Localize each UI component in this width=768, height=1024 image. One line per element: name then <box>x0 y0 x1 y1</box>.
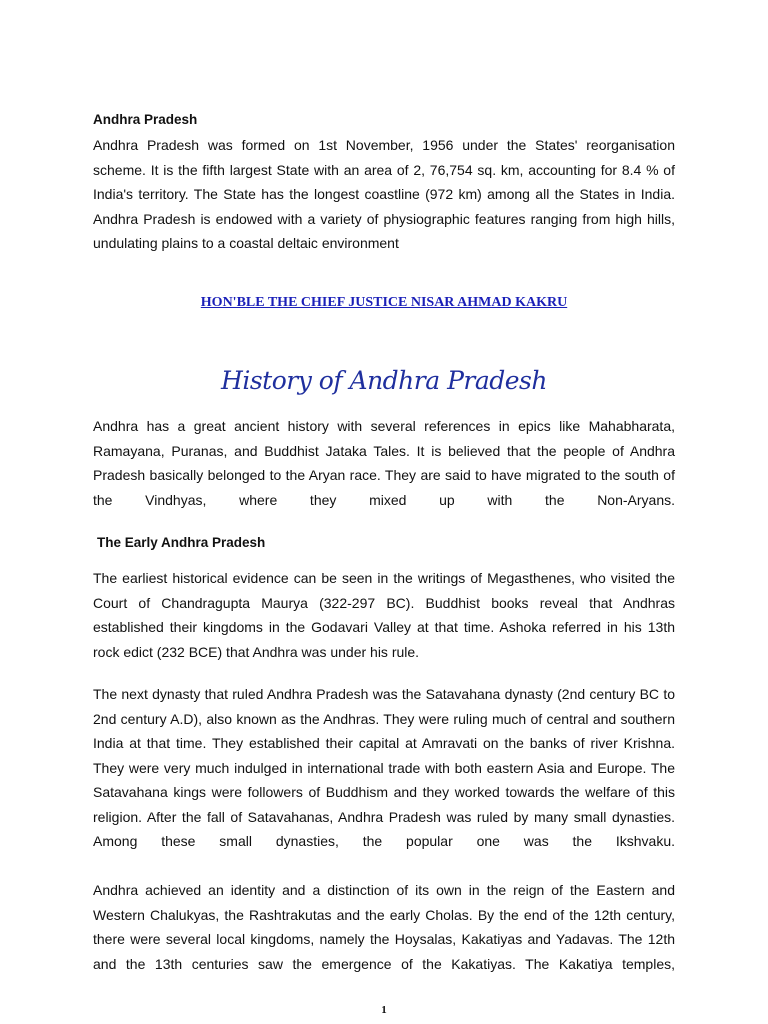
section-heading-early-andhra: The Early Andhra Pradesh <box>97 535 266 550</box>
chief-justice-link[interactable]: HON'BLE THE CHIEF JUSTICE NISAR AHMAD KAKRU <box>200 295 568 310</box>
paragraph-intro: Andhra has a great ancient history with several references in epics like Mahabharata, Ramayana, Puranas, and Buddhist Jataka Tales. It is believed that the people of Andhra Pradesh basically belonged to the Aryan race. They are said to have migrated to the south of the Vindhyas, where they mixed up with the Non-Aryans. <box>93 418 675 508</box>
paragraph-megasthenes: The earliest historical evidence can be seen in the writings of Megasthenes, who visited the Court of Chandragupta Maurya (322-297 BC). Buddhist books reveal that Andhras established their kingdoms in the Godavari Valley at that time. Ashoka referred in his 13th rock edict (232 BCE) that Andhra was under his rule. <box>93 570 675 660</box>
paragraph-state-overview: Andhra Pradesh was formed on 1st November, 1956 under the States' reorganisation scheme. It is the fifth largest State with an area of 2, 76,754 sq. km, accounting for 8.4 % of India's territory. The State has the longest coastline (972 km) among all the States in India. Andhra Pradesh is endowed with a variety of physiographic features ranging from high hills, undulating plains to a coastal deltaic environment <box>93 137 675 251</box>
section-heading-andhra-pradesh: Andhra Pradesh <box>93 112 198 127</box>
page-number: 1 <box>381 1004 387 1016</box>
page-title: History of Andhra Pradesh <box>221 366 547 395</box>
paragraph-chalukyas: Andhra achieved an identity and a distinction of its own in the reign of the Eastern and Western Chalukyas, the Rashtrakutas and the early Cholas. By the end of the 12th century, there were several local kingdoms, namely the Hoysalas, Kakatiyas and Yadavas. The 12th and the 13th centuries saw the emergence of the Kakatiyas. The Kakatiya temples, <box>93 882 675 972</box>
paragraph-satavahana: The next dynasty that ruled Andhra Pradesh was the Satavahana dynasty (2nd century BC to 2nd century A.D), also known as the Andhras. They were ruling much of central and southern India at that time. They established their capital at Amravati on the banks of river Krishna. They were very much indulged in international trade with both eastern Asia and Europe. The Satavahana kings were followers of Buddhism and they worked towards the welfare of this religion. After the fall of Satavahanas, Andhra Pradesh was ruled by many small dynasties. Among these small dynasties, the popular one was the Ikshvaku. <box>93 686 675 849</box>
